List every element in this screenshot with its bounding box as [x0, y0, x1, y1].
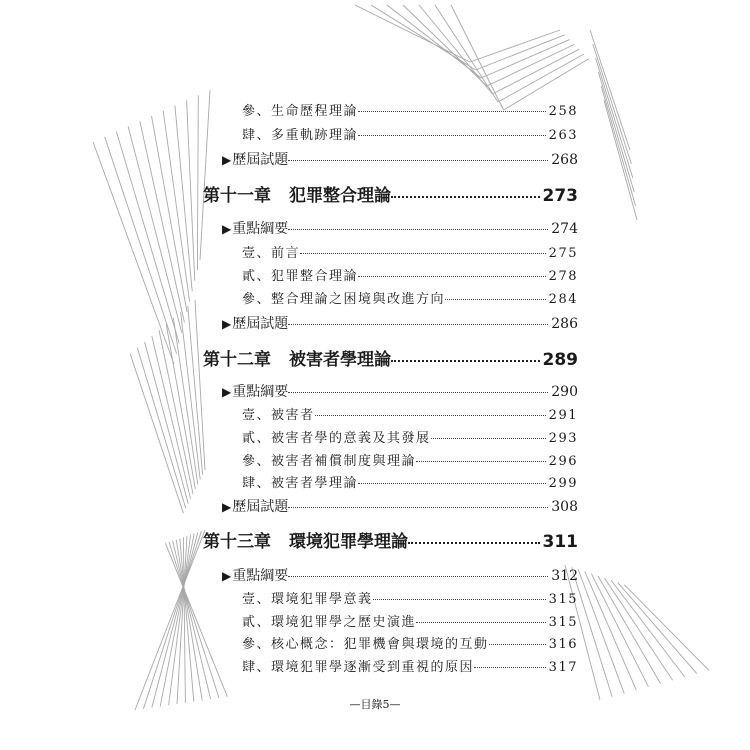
toc-section-entry[interactable] — [222, 313, 578, 333]
dot-leader — [358, 114, 546, 115]
triangle-bullet-icon: ▶ — [222, 500, 232, 514]
toc-entry-page: 315 — [548, 615, 578, 630]
toc-entry-page: 284 — [548, 292, 578, 307]
toc-entry-label: 貳、環境犯罪學之歷史演進 — [242, 615, 417, 630]
dot-leader — [358, 486, 546, 487]
toc-entry-label: 歷屆試題 — [232, 152, 289, 168]
triangle-bullet-icon: ▶ — [222, 153, 232, 167]
toc-section-entry[interactable] — [222, 149, 578, 169]
toc-entry-label: 歷屆試題 — [232, 499, 289, 515]
toc-entry-label: 壹、被害者 — [242, 408, 315, 423]
dot-leader — [288, 579, 548, 580]
dot-leader — [288, 510, 548, 511]
toc-chapter-entry[interactable] — [203, 345, 578, 370]
dot-leader — [288, 232, 548, 233]
dot-leader — [288, 395, 548, 396]
toc-chapter-entry[interactable] — [203, 527, 578, 552]
triangle-bullet-icon: ▶ — [222, 569, 232, 583]
dot-leader — [489, 647, 546, 648]
toc-entry[interactable] — [242, 633, 578, 652]
toc-entry[interactable] — [242, 472, 578, 491]
toc-entry-page: 290 — [551, 384, 578, 400]
toc-entry[interactable] — [242, 288, 578, 307]
chapter-title: 環境犯罪學理論 — [289, 532, 408, 552]
dot-leader — [391, 364, 540, 365]
dot-leader — [416, 464, 546, 465]
toc-entry-label: 貳、被害者學的意義及其發展 — [242, 431, 431, 446]
dot-leader — [358, 138, 546, 139]
toc-section-entry[interactable] — [222, 565, 578, 585]
dot-leader — [288, 327, 548, 328]
toc-entry-page: 315 — [548, 592, 578, 607]
dot-leader — [416, 625, 546, 626]
dot-leader — [408, 546, 540, 547]
toc-entry-page: 263 — [548, 128, 578, 143]
toc-entry-label: 參、核心概念：犯罪機會與環境的互動 — [242, 637, 489, 652]
dot-leader — [358, 279, 546, 280]
triangle-bullet-icon: ▶ — [222, 222, 232, 236]
toc-entry-label: 肆、多重軌跡理論 — [242, 128, 359, 143]
toc-entry-page: 311 — [542, 532, 578, 552]
toc-entry[interactable] — [242, 611, 578, 630]
toc-entry-label: 重點綱要 — [232, 384, 289, 400]
toc-entry-page: 274 — [551, 221, 578, 237]
toc-entry[interactable] — [242, 588, 578, 607]
toc-entry-page: 299 — [548, 476, 578, 491]
chapter-number: 第十二章 — [203, 350, 271, 370]
toc-entry-page: 308 — [551, 499, 578, 515]
toc-entry-label: 壹、前言 — [242, 246, 301, 261]
triangle-bullet-icon: ▶ — [222, 385, 232, 399]
toc-entry-label: 歷屆試題 — [232, 316, 289, 332]
toc-entry[interactable] — [242, 265, 578, 284]
toc-entry-page: 273 — [542, 186, 578, 206]
toc-entry-label: 重點綱要 — [232, 221, 289, 237]
toc-entry-page: 286 — [551, 316, 578, 332]
dot-leader — [391, 200, 540, 201]
toc-entry-page: 275 — [548, 246, 578, 261]
toc-section-entry[interactable] — [222, 218, 578, 238]
toc-entry-label: 壹、環境犯罪學意義 — [242, 592, 373, 607]
toc-entry-label: 貳、犯罪整合理論 — [242, 269, 359, 284]
toc-entry[interactable] — [242, 656, 578, 675]
toc-entry-page: 293 — [548, 431, 578, 446]
dot-leader — [445, 302, 546, 303]
toc-entry-label: 重點綱要 — [232, 568, 289, 584]
toc-entry-page: 296 — [548, 454, 578, 469]
toc-entry-page: 268 — [551, 152, 578, 168]
dot-leader — [288, 163, 548, 164]
chapter-number: 第十一章 — [203, 186, 271, 206]
toc-entry[interactable] — [242, 427, 578, 446]
chapter-number: 第十三章 — [203, 532, 271, 552]
toc-entry[interactable] — [242, 242, 578, 261]
dot-leader — [431, 441, 546, 442]
dot-leader — [315, 418, 546, 419]
toc-section-entry[interactable] — [222, 381, 578, 401]
toc-section-entry[interactable] — [222, 496, 578, 516]
toc-entry-page: 312 — [551, 568, 578, 584]
toc-entry[interactable] — [242, 100, 578, 119]
toc-entry-page: 291 — [548, 408, 578, 423]
toc-entry-page: 317 — [548, 660, 578, 675]
toc-entry-label: 肆、被害者學理論 — [242, 476, 359, 491]
toc-entry[interactable] — [242, 450, 578, 469]
toc-entry-label: 參、生命歷程理論 — [242, 104, 359, 119]
chapter-title: 被害者學理論 — [289, 350, 391, 370]
toc-entry-label: 參、被害者補償制度與理論 — [242, 454, 417, 469]
dot-leader — [300, 256, 546, 257]
toc-entry-page: 278 — [548, 269, 578, 284]
toc-entry-label: 參、整合理論之困境與改進方向 — [242, 292, 446, 307]
dot-leader — [373, 602, 546, 603]
toc-entry-label: 肆、環境犯罪學逐漸受到重視的原因 — [242, 660, 475, 675]
toc-entry-page: 258 — [548, 104, 578, 119]
toc-entry-page: 316 — [548, 637, 578, 652]
toc-entry[interactable] — [242, 404, 578, 423]
toc-entry-page: 289 — [542, 350, 578, 370]
dot-leader — [474, 670, 546, 671]
toc-chapter-entry[interactable] — [203, 181, 578, 206]
toc-entry[interactable] — [242, 124, 578, 143]
triangle-bullet-icon: ▶ — [222, 317, 232, 331]
page-footer: —目錄5— — [349, 698, 401, 711]
chapter-title: 犯罪整合理論 — [289, 186, 391, 206]
